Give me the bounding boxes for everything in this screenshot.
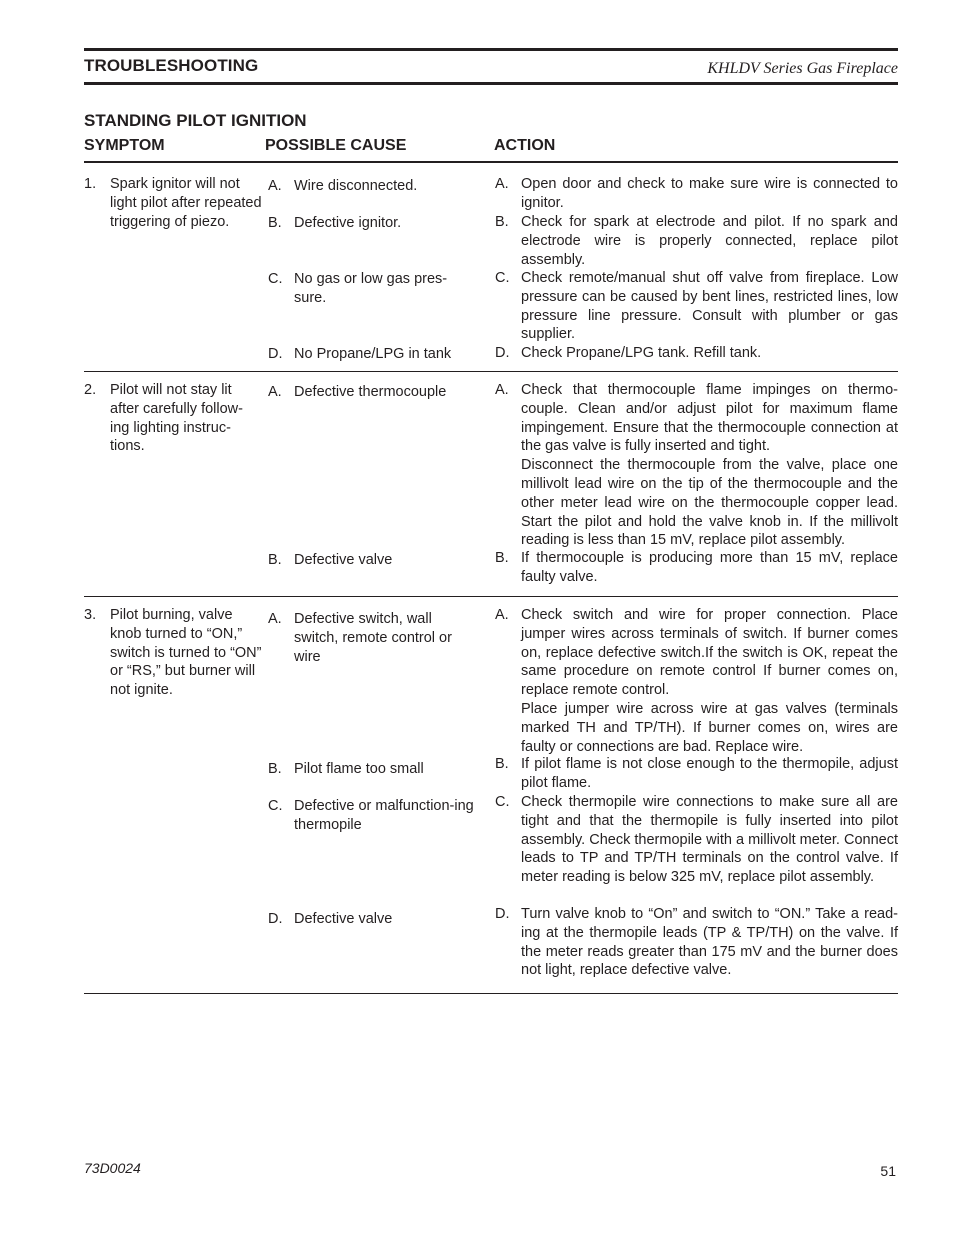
cause-letter: B. (268, 761, 282, 777)
cause-2a (268, 383, 474, 402)
action-1b (495, 213, 898, 269)
action-letter: B. (495, 756, 509, 772)
subsection-title: STANDING PILOT IGNITION (84, 111, 307, 130)
cause-text: Defective valve (294, 552, 393, 568)
action-text: Check Propane/LPG tank. Refill tank. (521, 345, 762, 361)
document-code: 73D0024 (84, 1160, 141, 1176)
document-title: KHLDV Series Gas Fireplace (707, 60, 898, 77)
symptom-number: 2. (84, 382, 97, 398)
column-header-cause: POSSIBLE CAUSE (265, 137, 407, 154)
cause-letter: A. (268, 178, 282, 194)
column-header-action: ACTION (494, 137, 556, 154)
action-letter: D. (495, 906, 510, 922)
action-text: Open door and check to make sure wire is connected to ignitor. (521, 176, 898, 211)
header-bottom-rule (84, 82, 898, 85)
cause-letter: B. (268, 552, 282, 568)
action-1d (495, 344, 898, 363)
cause-1a (268, 177, 474, 196)
symptom-text: Spark ignitor will not light pilot after repeated triggering of piezo. (110, 176, 262, 230)
cause-text: No Propane/LPG in tank (294, 346, 452, 362)
action-3a (495, 606, 898, 756)
cause-text: Pilot flame too small (294, 761, 424, 777)
cause-3b (268, 760, 474, 779)
cause-letter: D. (268, 911, 283, 927)
action-letter: A. (495, 382, 509, 398)
symptom-text: Pilot burning, valve knob turned to “ON,” switch is turned to “ON” or “RS,” but burner will not ignite. (110, 607, 262, 699)
cause-letter: B. (268, 215, 282, 231)
cause-3d (268, 910, 474, 929)
cause-letter: A. (268, 384, 282, 400)
cause-text: Defective switch, wall switch, remote control or wire (294, 611, 452, 665)
page-number: 51 (880, 1163, 896, 1179)
cause-2b (268, 551, 474, 570)
cause-letter: D. (268, 346, 283, 362)
symptom-number: 3. (84, 607, 97, 623)
action-1a (495, 175, 898, 213)
action-text: Turn valve knob to “On” and switch to “ON.” Take a read-ing at the thermopile leads (TP & TP/TH) on the valve. If the meter reads greater than 175 mV and the burner does not light, replace defective valve. (521, 906, 898, 979)
cause-letter: C. (268, 798, 283, 814)
cause-text: Defective thermocouple (294, 384, 447, 400)
header-top-rule (84, 48, 898, 51)
action-text: Check that thermocouple flame impinges on thermo-couple. Clean and/or adjust pilot for maximum flame impingement. Ensure that the thermocouple connection at the gas valve is fully inserted and tight. (521, 382, 898, 455)
symptom-2 (84, 381, 262, 456)
symptom-1 (84, 175, 262, 231)
cause-letter: C. (268, 271, 283, 287)
action-3d (495, 905, 898, 980)
cause-text: Defective valve (294, 911, 393, 927)
action-letter: A. (495, 607, 509, 623)
cause-text: No gas or low gas pres-sure. (294, 271, 448, 306)
action-text: Check remote/manual shut off valve from fireplace. Low pressure can be caused by bent lines, restricted lines, low pressure line pressure. Consult with plumber or gas supplier. (521, 270, 898, 343)
symptom-3 (84, 606, 262, 700)
symptom-number: 1. (84, 176, 97, 192)
action-text: Check switch and wire for proper connection. Place jumper wires across terminals of switch. If burner comes on, replace defective switch.If the switch is OK, repeat the same procedure on remote control If burner comes on, replace remote control. (521, 607, 898, 699)
action-text: Check for spark at electrode and pilot. If no spark and electrode wire is properly connected, replace pilot assembly. (521, 214, 898, 268)
cause-1c (268, 270, 474, 308)
action-text-continued: Disconnect the thermocouple from the valve, place one millivolt lead wire on the tip of the thermocouple and the other meter lead wire on the thermocouple copper lead. Start the pilot and hold the valve knob in. If the millivolt reading is less than 15 mV, replace pilot assembly. (521, 457, 898, 549)
cause-letter: A. (268, 611, 282, 627)
action-letter: B. (495, 550, 509, 566)
table-bottom-rule (84, 993, 898, 994)
action-letter: C. (495, 794, 510, 810)
column-header-rule (84, 161, 898, 163)
cause-text: Wire disconnected. (294, 178, 418, 194)
cause-3a (268, 610, 474, 667)
action-text-continued: Place jumper wire across wire at gas valves (terminals marked TH and TP/TH). If burner comes on, wires are faulty or connections are bad. Replace wire. (521, 700, 898, 755)
action-letter: A. (495, 176, 509, 192)
cause-1d (268, 345, 474, 364)
row-divider (84, 371, 898, 372)
action-2a (495, 381, 898, 550)
action-letter: D. (495, 345, 510, 361)
action-letter: C. (495, 270, 510, 286)
cause-1b (268, 214, 474, 233)
action-letter: B. (495, 214, 509, 230)
action-text: If pilot flame is not close enough to the thermopile, adjust pilot flame. (521, 756, 898, 791)
action-3c (495, 793, 898, 887)
symptom-text: Pilot will not stay lit after carefully follow-ing lighting instruc-tions. (110, 382, 243, 455)
section-title: TROUBLESHOOTING (84, 56, 259, 75)
action-1c (495, 269, 898, 344)
cause-3c (268, 797, 474, 835)
cause-text: Defective or malfunction-ing thermopile (294, 798, 474, 833)
action-text: If thermocouple is producing more than 15 mV, replace faulty valve. (521, 550, 898, 585)
action-text: Check thermopile wire connections to make sure all are tight and that the thermopile is fully inserted into pilot assembly. Check thermopile with a millivolt meter. Connect leads to TP and TP/TH terminals on the control valve. If meter reading is below 325 mV, replace pilot assembly. (521, 794, 898, 886)
cause-text: Defective ignitor. (294, 215, 402, 231)
action-2b (495, 549, 898, 587)
action-3b (495, 755, 898, 793)
column-header-symptom: SYMPTOM (84, 137, 165, 154)
row-divider (84, 596, 898, 597)
